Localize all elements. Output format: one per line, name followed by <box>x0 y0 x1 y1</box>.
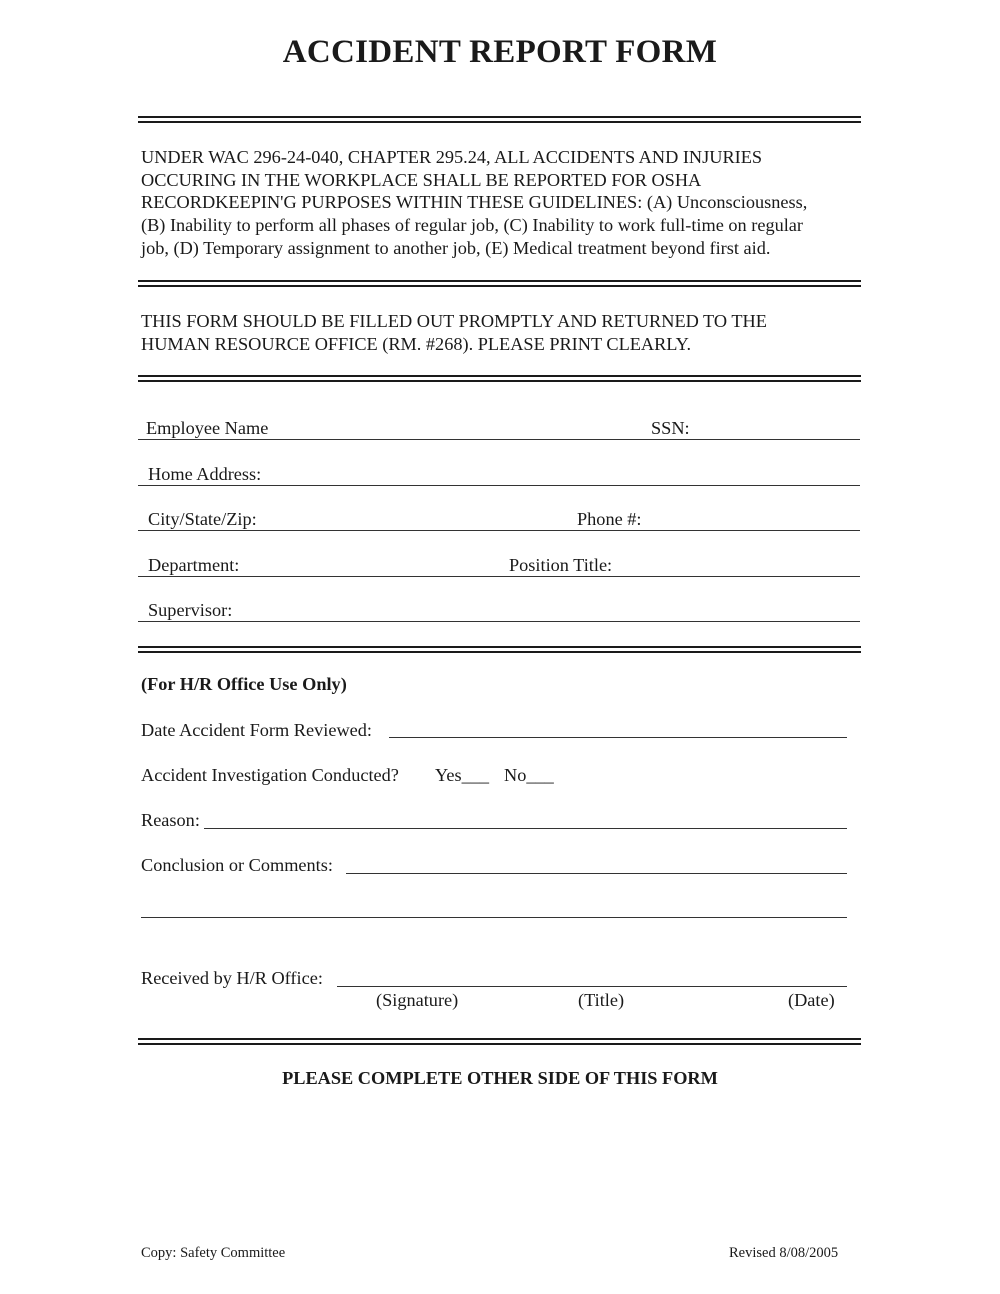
date-reviewed-label: Date Accident Form Reviewed: <box>141 720 372 740</box>
instructions-line: THIS FORM SHOULD BE FILLED OUT PROMPTLY AND RETURNED TO THE <box>141 311 767 331</box>
home-address-field[interactable] <box>138 485 860 486</box>
reason-field[interactable] <box>204 828 847 829</box>
city-state-zip-label: City/State/Zip: <box>148 509 257 529</box>
phone-label: Phone #: <box>577 509 642 529</box>
department-label: Department: <box>148 555 240 575</box>
conclusion-field-extra[interactable] <box>141 917 847 918</box>
copy-note: Copy: Safety Committee <box>141 1245 286 1261</box>
divider <box>138 280 861 287</box>
intro-line: UNDER WAC 296-24-040, CHAPTER 295.24, ALL ACCIDENTS AND INJURIES <box>141 147 763 167</box>
revised-date: Revised 8/08/2005 <box>729 1245 839 1261</box>
supervisor-field[interactable] <box>138 621 860 622</box>
other-side-notice: PLEASE COMPLETE OTHER SIDE OF THIS FORM <box>282 1068 718 1088</box>
ssn-label: SSN: <box>651 418 690 438</box>
divider <box>138 1038 861 1045</box>
date-reviewed-field[interactable] <box>389 737 847 738</box>
instructions-text <box>141 310 863 355</box>
investigation-label: Accident Investigation Conducted? <box>141 765 399 785</box>
signature-caption: (Signature) <box>376 990 459 1010</box>
conclusion-label: Conclusion or Comments: <box>141 855 333 875</box>
intro-line: RECORDKEEPIN'G PURPOSES WITHIN THESE GUIDELINES: (A) Unconsciousness, <box>141 192 808 213</box>
employee-name-field[interactable] <box>138 439 860 440</box>
home-address-label: Home Address: <box>148 464 262 484</box>
intro-line: (B) Inability to perform all phases of regular job, (C) Inability to work full-time on regular <box>141 215 804 236</box>
received-field[interactable] <box>337 986 847 987</box>
supervisor-label: Supervisor: <box>148 600 233 620</box>
divider <box>138 375 861 382</box>
conclusion-field[interactable] <box>346 873 847 874</box>
intro-line: OCCURING IN THE WORKPLACE SHALL BE REPORTED FOR OSHA <box>141 169 702 190</box>
intro-line: job, (D) Temporary assignment to another job, (E) Medical treatment beyond first aid. <box>141 237 771 258</box>
department-position-field[interactable] <box>138 576 860 577</box>
city-phone-field[interactable] <box>138 530 860 531</box>
date-caption: (Date) <box>788 990 835 1010</box>
intro-text <box>141 146 863 260</box>
investigation-no[interactable]: No___ <box>504 765 554 785</box>
divider <box>138 116 861 123</box>
instructions-line: HUMAN RESOURCE OFFICE (RM. #268). PLEASE PRINT CLEARLY. <box>141 333 692 354</box>
employee-name-label: Employee Name <box>146 418 269 438</box>
page-title: ACCIDENT REPORT FORM <box>282 34 718 70</box>
title-caption: (Title) <box>578 990 625 1010</box>
divider <box>138 646 861 653</box>
reason-label: Reason: <box>141 810 200 830</box>
investigation-yes[interactable]: Yes___ <box>435 765 490 785</box>
office-use-heading: (For H/R Office Use Only) <box>141 674 347 694</box>
received-label: Received by H/R Office: <box>141 968 323 988</box>
position-title-label: Position Title: <box>509 555 613 575</box>
